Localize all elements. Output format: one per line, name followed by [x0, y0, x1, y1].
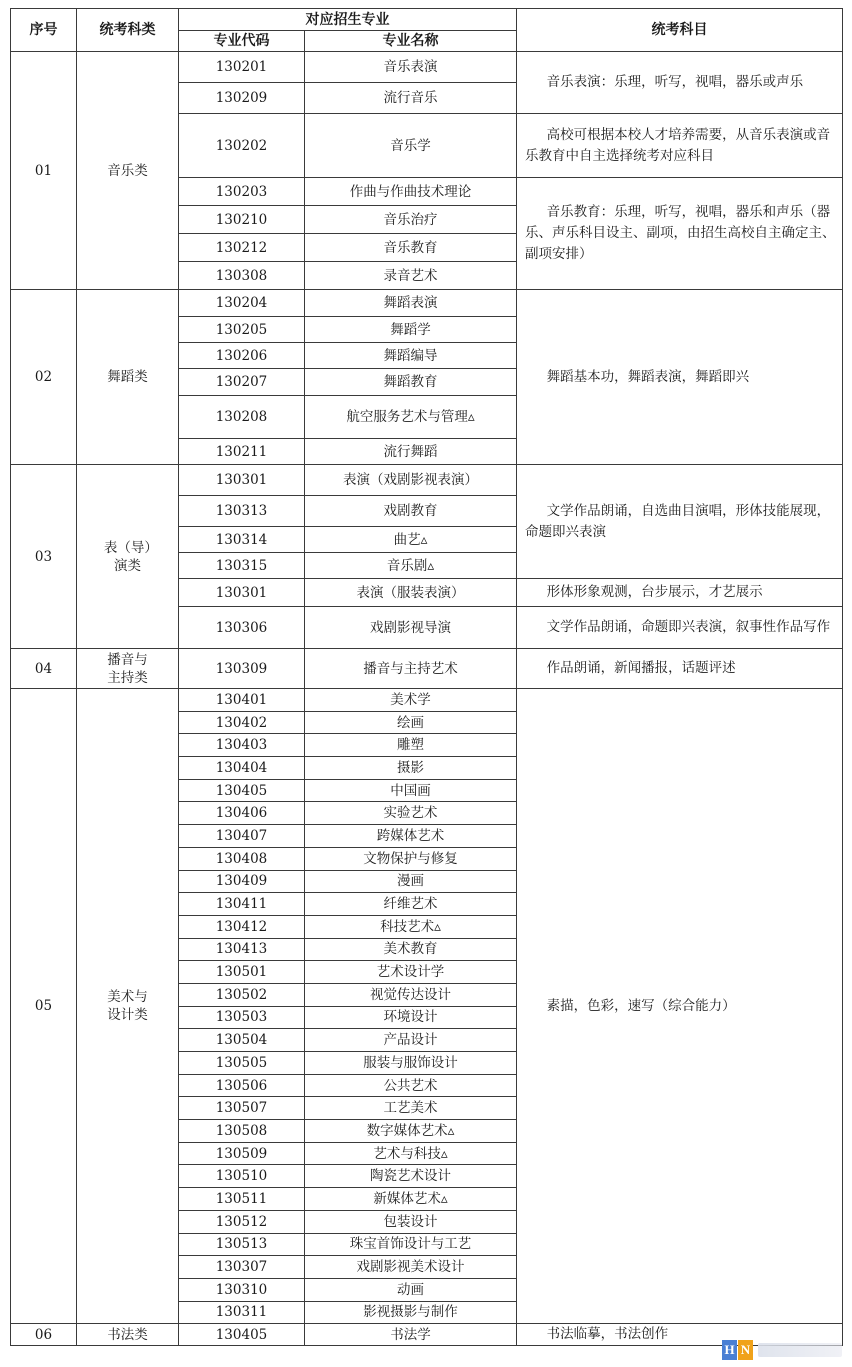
major-code-cell: 130507 — [179, 1097, 305, 1120]
major-name-cell: 流行音乐 — [305, 83, 517, 114]
header-category: 统考科类 — [77, 9, 179, 52]
header-code: 专业代码 — [179, 31, 305, 52]
major-code-cell: 130205 — [179, 317, 305, 343]
subjects-text: 音乐表演：乐理，听写，视唱，器乐或声乐 — [546, 74, 804, 90]
major-code-cell: 130411 — [179, 893, 305, 916]
major-name-cell: 艺术设计学 — [305, 961, 517, 984]
major-code-cell: 130506 — [179, 1074, 305, 1097]
major-name-cell: 音乐教育 — [305, 234, 517, 262]
major-code-cell: 130501 — [179, 961, 305, 984]
subjects-text: 音乐教育：乐理，听写，视唱，器乐和声乐（器乐、声乐科目设主、副项，由招生高校自主确定主、副项安排） — [525, 204, 836, 262]
category-cell: 表（导）演类 — [77, 465, 179, 649]
subjects-text: 书法临摹，书法创作 — [546, 1326, 669, 1343]
art-exam-table — [10, 8, 843, 1346]
major-name-cell: 珠宝首饰设计与工艺 — [305, 1233, 517, 1256]
category-cell: 书法类 — [77, 1324, 179, 1346]
major-code-cell: 130511 — [179, 1188, 305, 1211]
major-code-cell: 130208 — [179, 396, 305, 439]
table-row — [11, 689, 843, 712]
major-name-cell: 表演（服装表演） — [305, 579, 517, 607]
major-name-cell: 雕塑 — [305, 734, 517, 757]
major-name-cell: 舞蹈编导 — [305, 343, 517, 369]
subjects-text: 文学作品朗诵，自选曲目演唱，形体技能展现，命题即兴表演 — [525, 502, 831, 540]
major-code-cell: 130405 — [179, 779, 305, 802]
major-name-cell: 服装与服饰设计 — [305, 1052, 517, 1075]
table-row — [11, 52, 843, 83]
major-name-cell: 戏剧教育 — [305, 496, 517, 527]
major-code-cell: 130508 — [179, 1120, 305, 1143]
major-name-cell: 音乐学 — [305, 114, 517, 178]
major-name-cell: 环境设计 — [305, 1006, 517, 1029]
major-code-cell: 130402 — [179, 711, 305, 734]
major-code-cell: 130311 — [179, 1301, 305, 1324]
major-name-cell: 舞蹈教育 — [305, 369, 517, 396]
major-code-cell: 130308 — [179, 262, 305, 290]
seq-cell: 05 — [11, 689, 77, 1324]
major-code-cell: 130509 — [179, 1142, 305, 1165]
category-cell: 美术与设计类 — [77, 689, 179, 1324]
major-name-cell: 包装设计 — [305, 1210, 517, 1233]
subjects-text: 文学作品朗诵，命题即兴表演，叙事性作品写作 — [546, 619, 831, 635]
major-name-cell: 工艺美术 — [305, 1097, 517, 1120]
major-code-cell: 130409 — [179, 870, 305, 893]
table-row — [11, 465, 843, 496]
major-code-cell: 130315 — [179, 553, 305, 579]
seq-cell: 01 — [11, 52, 77, 290]
major-name-cell: 戏剧影视美术设计 — [305, 1256, 517, 1279]
major-code-cell: 130406 — [179, 802, 305, 825]
major-name-cell: 摄影 — [305, 757, 517, 780]
major-name-cell: 艺术与科技▵ — [305, 1142, 517, 1165]
subjects-cell — [517, 689, 843, 1324]
major-code-cell: 130201 — [179, 52, 305, 83]
major-name-cell: 漫画 — [305, 870, 517, 893]
header-name: 专业名称 — [305, 31, 517, 52]
major-code-cell: 130306 — [179, 607, 305, 649]
major-code-cell: 130204 — [179, 290, 305, 317]
major-name-cell: 曲艺▵ — [305, 527, 517, 553]
major-name-cell: 音乐表演 — [305, 52, 517, 83]
major-name-cell: 播音与主持艺术 — [305, 649, 517, 689]
major-code-cell: 130206 — [179, 343, 305, 369]
header-major-group: 对应招生专业 — [179, 9, 517, 31]
major-code-cell: 130405 — [179, 1324, 305, 1346]
major-code-cell: 130513 — [179, 1233, 305, 1256]
subjects-text: 舞蹈基本功，舞蹈表演，舞蹈即兴 — [546, 368, 750, 385]
table-row — [11, 1324, 843, 1346]
major-name-cell: 动画 — [305, 1278, 517, 1301]
subjects-cell — [517, 114, 843, 178]
major-name-cell: 美术学 — [305, 689, 517, 712]
major-code-cell: 130210 — [179, 206, 305, 234]
subjects-cell — [517, 178, 843, 290]
table-row — [11, 290, 843, 317]
subjects-text: 高校可根据本校人才培养需要，从音乐表演或音乐教育中自主选择统考对应科目 — [525, 126, 831, 164]
major-name-cell: 录音艺术 — [305, 262, 517, 290]
major-code-cell: 130512 — [179, 1210, 305, 1233]
major-name-cell: 中国画 — [305, 779, 517, 802]
major-name-cell: 作曲与作曲技术理论 — [305, 178, 517, 206]
major-code-cell: 130207 — [179, 369, 305, 396]
major-code-cell: 130310 — [179, 1278, 305, 1301]
category-cell: 播音与主持类 — [77, 649, 179, 689]
major-code-cell: 130408 — [179, 847, 305, 870]
major-name-cell: 公共艺术 — [305, 1074, 517, 1097]
major-code-cell: 130504 — [179, 1029, 305, 1052]
major-code-cell: 130314 — [179, 527, 305, 553]
major-name-cell: 表演（戏剧影视表演） — [305, 465, 517, 496]
major-code-cell: 130404 — [179, 757, 305, 780]
major-name-cell: 陶瓷艺术设计 — [305, 1165, 517, 1188]
major-code-cell: 130510 — [179, 1165, 305, 1188]
major-name-cell: 实验艺术 — [305, 802, 517, 825]
major-code-cell: 130313 — [179, 496, 305, 527]
major-code-cell: 130407 — [179, 825, 305, 848]
category-cell: 舞蹈类 — [77, 290, 179, 465]
major-code-cell: 130502 — [179, 983, 305, 1006]
major-code-cell: 130301 — [179, 579, 305, 607]
major-code-cell: 130505 — [179, 1052, 305, 1075]
subjects-cell — [517, 52, 843, 114]
major-name-cell: 科技艺术▵ — [305, 915, 517, 938]
subjects-text: 作品朗诵，新闻播报，话题评述 — [546, 660, 736, 676]
major-name-cell: 舞蹈学 — [305, 317, 517, 343]
major-code-cell: 130301 — [179, 465, 305, 496]
major-name-cell: 文物保护与修复 — [305, 847, 517, 870]
seq-cell: 02 — [11, 290, 77, 465]
major-code-cell: 130309 — [179, 649, 305, 689]
subjects-cell — [517, 579, 843, 607]
major-code-cell: 130413 — [179, 938, 305, 961]
major-name-cell: 数字媒体艺术▵ — [305, 1120, 517, 1143]
major-name-cell: 舞蹈表演 — [305, 290, 517, 317]
subjects-cell — [517, 290, 843, 465]
major-name-cell: 绘画 — [305, 711, 517, 734]
major-code-cell: 130307 — [179, 1256, 305, 1279]
header-seq: 序号 — [11, 9, 77, 52]
category-cell: 音乐类 — [77, 52, 179, 290]
seq-cell: 04 — [11, 649, 77, 689]
major-code-cell: 130401 — [179, 689, 305, 712]
major-name-cell: 航空服务艺术与管理▵ — [305, 396, 517, 439]
major-code-cell: 130211 — [179, 439, 305, 465]
major-name-cell: 流行舞蹈 — [305, 439, 517, 465]
major-name-cell: 音乐治疗 — [305, 206, 517, 234]
major-code-cell: 130403 — [179, 734, 305, 757]
seq-cell: 06 — [11, 1324, 77, 1346]
logo-left: H — [722, 1340, 737, 1360]
site-logo — [722, 1340, 754, 1360]
major-name-cell: 纤维艺术 — [305, 893, 517, 916]
major-code-cell: 130503 — [179, 1006, 305, 1029]
major-name-cell: 音乐剧▵ — [305, 553, 517, 579]
seq-cell: 03 — [11, 465, 77, 649]
subjects-cell — [517, 649, 843, 689]
major-code-cell: 130412 — [179, 915, 305, 938]
major-name-cell: 戏剧影视导演 — [305, 607, 517, 649]
table-row — [11, 649, 843, 689]
major-code-cell: 130209 — [179, 83, 305, 114]
major-name-cell: 跨媒体艺术 — [305, 825, 517, 848]
logo-right: N — [738, 1340, 753, 1360]
major-name-cell: 视觉传达设计 — [305, 983, 517, 1006]
subjects-cell — [517, 465, 843, 579]
major-name-cell: 产品设计 — [305, 1029, 517, 1052]
subjects-text: 形体形象观测，台步展示，才艺展示 — [546, 584, 763, 600]
major-code-cell: 130203 — [179, 178, 305, 206]
header-subjects: 统考科目 — [517, 9, 843, 52]
major-name-cell: 书法学 — [305, 1324, 517, 1346]
major-code-cell: 130202 — [179, 114, 305, 178]
major-name-cell: 影视摄影与制作 — [305, 1301, 517, 1324]
watermark-text — [758, 1343, 842, 1357]
major-name-cell: 美术教育 — [305, 938, 517, 961]
major-code-cell: 130212 — [179, 234, 305, 262]
subjects-text: 素描，色彩，速写（综合能力） — [546, 997, 736, 1014]
major-name-cell: 新媒体艺术▵ — [305, 1188, 517, 1211]
subjects-cell — [517, 607, 843, 649]
